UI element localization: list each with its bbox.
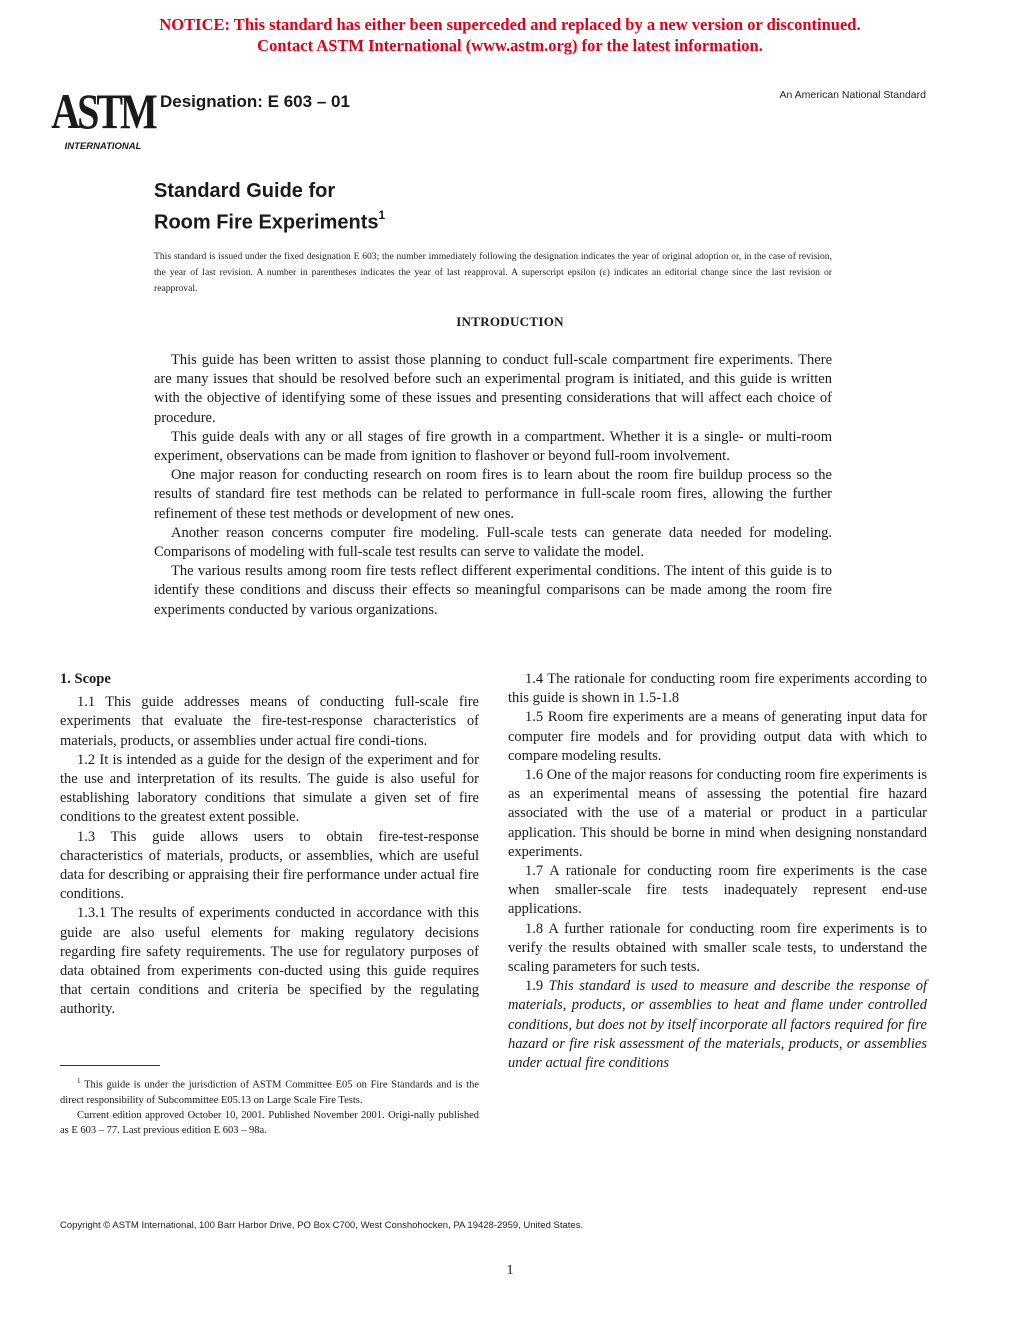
scope-paragraph: 1.8 A further rationale for conducting room fire experiments is to verify the results obtained with smaller scale tests, to understand the scaling parameters for such tests. — [508, 920, 927, 976]
footnote-line-1 — [60, 1074, 479, 1108]
scope-paragraph: 1.3.1 The results of experiments conducted in accordance with this guide are also useful elements for making regulatory decisions regarding fire safety requirements. The use for regulatory purposes of data obtained from experiments con-ducted using this guide requires that certain conditions and criteria be specified by the regulating authority. — [60, 905, 479, 1018]
scope-paragraph-1-9 — [508, 977, 927, 1073]
copyright: Copyright © ASTM International, 100 Barr Harbor Drive, PO Box C700, West Conshohocken, PA 19428-2959, United States. — [60, 1220, 584, 1231]
scope-paragraph: 1.1 This guide addresses means of conducting full-scale fire experiments that evaluate the fire-test-response characteristics of materials, products, or assemblies under actual fire condi-tions. — [60, 694, 479, 749]
footnote-line-2: Current edition approved October 10, 2001. Published November 2001. Origi-nally published as E 603 – 77. Last previous edition E 603 – 98a. — [60, 1109, 479, 1137]
scope-paragraph: 1.2 It is intended as a guide for the design of the experiment and for the use and interpretation of its results. The guide is also useful for establishing laboratory conditions that simulate a given set of fire conditions to the greatest extent possible. — [60, 751, 479, 826]
american-national-standard: An American National Standard — [779, 89, 926, 101]
footnote-divider — [60, 1065, 160, 1066]
supersede-notice — [0, 14, 1020, 56]
footnote-mark: 1 — [77, 1077, 81, 1085]
designation: Designation: E 603 – 01 — [160, 92, 350, 111]
scope-right-column — [508, 670, 927, 1073]
title-footnote-mark: 1 — [378, 208, 386, 222]
intro-paragraph: One major reason for conducting research on room fires is to learn about the room fire buildup process so the results of standard fire test methods can be related to performance in full-scale room fires, allowing the further refinement of these test methods or development of new ones. — [154, 467, 832, 522]
title-line-1: Standard Guide for — [154, 180, 336, 202]
astm-logo-international: INTERNATIONAL — [64, 141, 142, 152]
scope-left-column — [60, 670, 479, 1020]
intro-paragraph: This guide has been written to assist those planning to conduct full-scale compartment fire experiments. There are many issues that should be resolved before such an experimental program is initiated, and this guide is written with the objective of identifying some of these issues and presenting considerations that will affect each choice of procedure. — [154, 352, 832, 426]
scope-paragraph: 1.7 A rationale for conducting room fire experiments is the case when smaller-scale fire tests inadequately represent end-use applications. — [508, 863, 927, 918]
scope-paragraph: 1.5 Room fire experiments are a means of generating input data for computer fire models and for providing output data with which to compare modeling results. — [508, 709, 927, 764]
scope-heading: 1. Scope — [60, 671, 111, 687]
intro-paragraph: Another reason concerns computer fire modeling. Full-scale tests can generate data needed for modeling. Comparisons of modeling with full-scale test results can serve to validate the model. — [154, 524, 832, 561]
footnote-text-1: This guide is under the jurisdiction of ASTM Committee E05 on Fire Standards and is the direct responsibility of Subcommittee E05.13 on Large Scale Fire Tests. — [60, 1079, 480, 1106]
scope-paragraph: 1.6 One of the major reasons for conducting room fire experiments is as an experimental means of assessing the potential fire hazard associated with the use of a material or product in a particular application. This should be borne in mind when designing nonstandard experiments. — [508, 767, 927, 860]
notice-line-2: Contact ASTM International (www.astm.org) for the latest information. — [257, 36, 763, 55]
document-title — [154, 178, 385, 236]
introduction-heading: INTRODUCTION — [456, 314, 564, 329]
page-number: 1 — [506, 1263, 514, 1278]
scope-paragraph: 1.3 This guide allows users to obtain fire-test-response characteristics of materials, products, or assemblies, which are useful data for describing or appraising their fire performance under actual fire conditions. — [60, 828, 479, 903]
intro-paragraph: The various results among room fire tests reflect different experimental conditions. The intent of this guide is to identify these conditions and discuss their effects so meaningful comparisons can be made among the room fire experiments conducted by various organizations. — [154, 563, 832, 618]
title-line-2 — [154, 204, 385, 236]
footnote — [60, 1074, 479, 1138]
p19-italic-text: This standard is used to measure and describe the response of materials, products, or assemblies to heat and flame under controlled conditions, but does not by itself incorporate all factors required for fire hazard or fire risk assessment of the materials, products, or assemblies under actual fire conditions — [508, 978, 928, 1072]
title-text: Room Fire Experiments — [154, 211, 379, 234]
introduction-body — [154, 351, 832, 620]
intro-paragraph: This guide deals with any or all stages of fire growth in a compartment. Whether it is a single- or multi-room experiment, observations can be made from ignition to flashover or beyond full-room involvement. — [154, 428, 832, 465]
scope-paragraph: 1.4 The rationale for conducting room fire experiments according to this guide is shown in 1.5-1.8 — [508, 671, 927, 707]
notice-line-1: NOTICE: This standard has either been superceded and replaced by a new version or discontinued. — [159, 15, 861, 34]
issued-note: This standard is issued under the fixed designation E 603; the number immediately following the designation indicates the year of original adoption or, in the case of revision, the year of last revision. A number in parentheses indicates the year of last reapproval. A superscript epsilon (ε) indicates an editorial change since the last revision or reapproval. — [154, 251, 832, 294]
astm-logo — [51, 78, 155, 152]
astm-logo-letters: ASTM — [51, 83, 155, 140]
p19-number: 1.9 — [525, 978, 544, 995]
